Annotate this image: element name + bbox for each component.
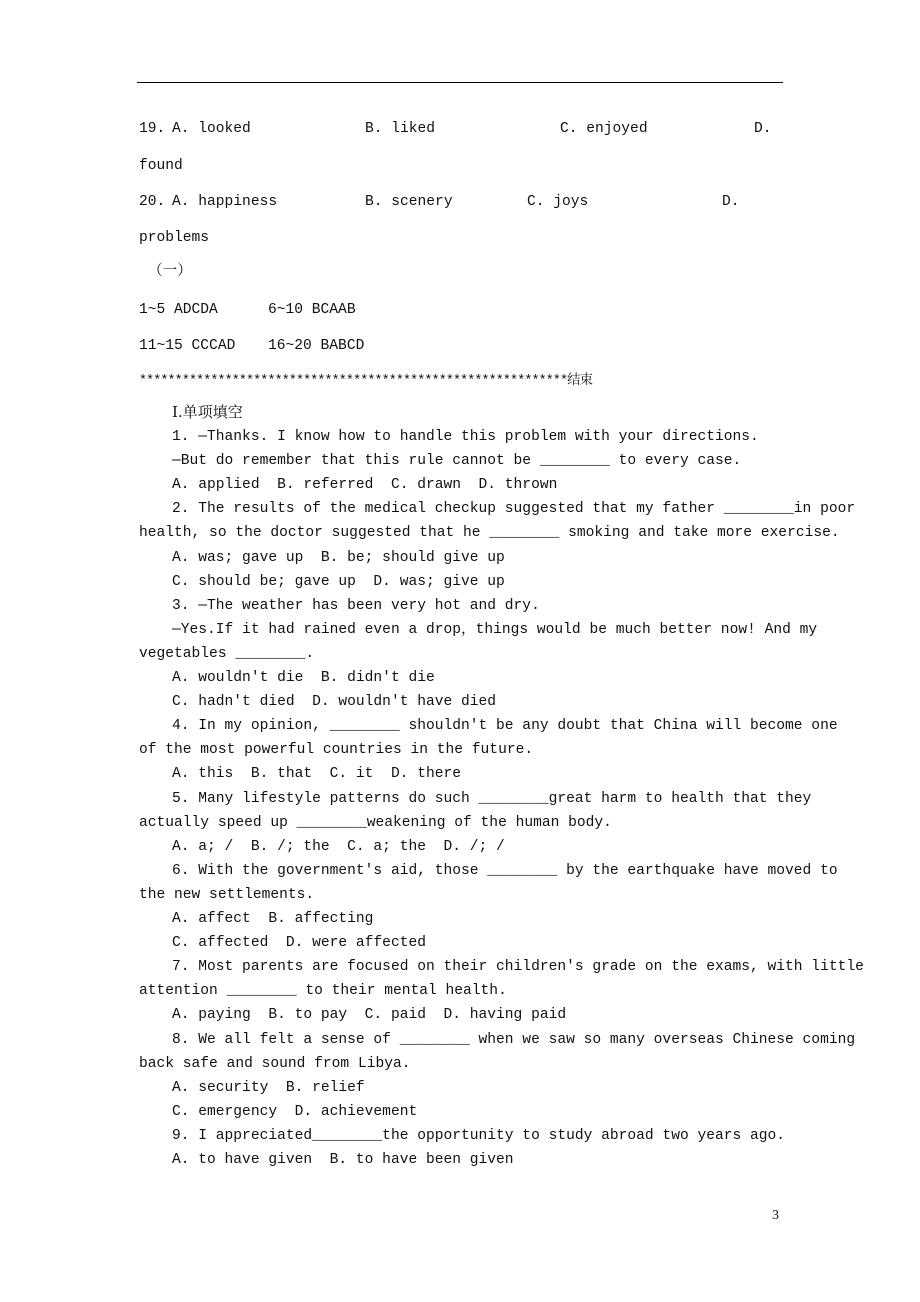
- q20-option-d-text: problems: [139, 230, 210, 246]
- question-line: —But do remember that this rule cannot be ________ to every case.: [172, 453, 742, 470]
- question-line: 4. In my opinion, ________ shouldn't be any doubt that China will become one: [172, 718, 838, 735]
- question-line: health, so the doctor suggested that he ________ smoking and take more exercise.: [139, 525, 840, 542]
- question-line: A. this B. that C. it D. there: [172, 766, 462, 783]
- q19-option-a: A. looked: [172, 121, 251, 137]
- question-line: A. wouldn't die B. didn't die: [172, 670, 435, 686]
- question-line: the new settlements.: [139, 886, 315, 903]
- question-line: C. emergency D. achievement: [172, 1103, 418, 1120]
- question-line: —Yes.If it had rained even a drop，things would be much better now! And my: [172, 621, 818, 638]
- q20-number: 20.: [139, 194, 166, 210]
- header-rule: [137, 82, 783, 83]
- answer-key-6-10: 6~10 BCAAB: [268, 302, 356, 318]
- question-line: 8. We all felt a sense of ________ when we saw so many overseas Chinese coming: [172, 1031, 856, 1048]
- question-line: 5. Many lifestyle patterns do such ________great harm to health that they: [172, 790, 812, 807]
- q20-option-b: B. scenery: [365, 194, 453, 210]
- question-line: C. should be; gave up D. was; give up: [172, 573, 505, 590]
- section-mark: （一）: [148, 264, 192, 280]
- question-line: A. to have given B. to have been given: [172, 1152, 514, 1168]
- q19-number: 19.: [139, 121, 166, 137]
- question-line: 9. I appreciated________the opportunity to study abroad two years ago.: [172, 1127, 786, 1144]
- question-line: C. affected D. were affected: [172, 935, 426, 952]
- question-line: 6. With the government's aid, those ________ by the earthquake have moved to: [172, 862, 838, 879]
- answer-key-16-20: 16~20 BABCD: [268, 338, 365, 354]
- question-line: A. security B. relief: [172, 1079, 365, 1096]
- answer-key-11-15: 11~15 CCCAD: [139, 338, 236, 354]
- question-line: A. applied B. referred C. drawn D. thrown: [172, 477, 558, 494]
- q19-option-d-text: found: [139, 158, 183, 174]
- question-line: vegetables ________.: [139, 645, 315, 662]
- q20-option-a: A. happiness: [172, 194, 278, 210]
- section-title: Ⅰ.单项填空: [172, 403, 243, 421]
- answer-key-1-5: 1~5 ADCDA: [139, 302, 218, 318]
- q19-option-d: D.: [754, 121, 772, 137]
- q20-option-d: D.: [722, 194, 740, 210]
- question-line: A. paying B. to pay C. paid D. having paid: [172, 1007, 567, 1024]
- question-line: A. was; gave up B. be; should give up: [172, 549, 505, 566]
- question-line: attention ________ to their mental health.: [139, 983, 507, 1000]
- q19-option-c: C. enjoyed: [560, 121, 648, 137]
- question-line: 2. The results of the medical checkup suggested that my father ________in poor: [172, 501, 856, 518]
- question-line: 7. Most parents are focused on their children's grade on the exams, with little: [172, 959, 864, 976]
- question-line: of the most powerful countries in the future.: [139, 742, 534, 759]
- end-divider: ************************************************************结束: [139, 374, 593, 389]
- question-line: C. hadn't died D. wouldn't have died: [172, 694, 497, 711]
- question-line: 3. —The weather has been very hot and dry.: [172, 597, 540, 614]
- question-line: A. affect B. affecting: [172, 911, 374, 927]
- page-number: 3: [772, 1208, 779, 1223]
- q19-option-b: B. liked: [365, 121, 436, 137]
- question-line: 1. —Thanks. I know how to handle this problem with your directions.: [172, 429, 759, 445]
- question-line: back safe and sound from Libya.: [139, 1055, 411, 1072]
- q20-option-c: C. joys: [527, 194, 589, 210]
- question-line: actually speed up ________weakening of the human body.: [139, 814, 612, 831]
- question-line: A. a; / B. /; the C. a; the D. /; /: [172, 838, 505, 855]
